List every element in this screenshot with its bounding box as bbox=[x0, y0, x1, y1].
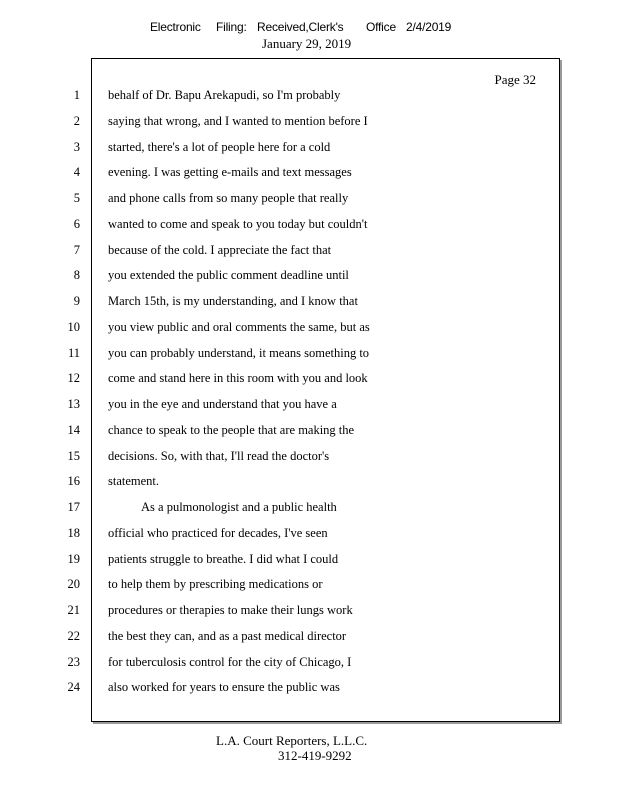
line-number: 5 bbox=[73, 191, 80, 205]
line-number: 13 bbox=[67, 397, 80, 411]
line-number: 1 bbox=[73, 88, 80, 102]
line-number: 10 bbox=[67, 319, 80, 334]
filing-label-office: Office bbox=[366, 20, 396, 34]
line-text: wanted to come and speak to you today but couldn't bbox=[108, 216, 368, 231]
line-number: 6 bbox=[73, 216, 80, 231]
transcript-line bbox=[0, 191, 618, 217]
transcript-line bbox=[0, 346, 618, 372]
court-reporter-name: L.A. Court Reporters, L.L.C. bbox=[216, 733, 368, 748]
filing-date: 2/4/2019 bbox=[406, 20, 452, 34]
transcript-line bbox=[0, 165, 618, 191]
line-text: also worked for years to ensure the public was bbox=[108, 680, 340, 695]
transcript-line bbox=[0, 268, 618, 294]
line-text: started, there's a lot of people here for a cold bbox=[108, 139, 331, 154]
transcript-line bbox=[0, 655, 618, 681]
filing-label-filing: Filing: bbox=[216, 20, 247, 34]
transcript-line bbox=[0, 423, 618, 449]
line-text: evening. I was getting e-mails and text messages bbox=[108, 165, 352, 180]
line-text: you view public and oral comments the same, but as bbox=[108, 319, 370, 334]
line-text: to help them by prescribing medications or bbox=[108, 577, 323, 592]
line-number: 7 bbox=[73, 242, 80, 257]
line-number: 8 bbox=[73, 268, 80, 283]
line-text: statement. bbox=[108, 474, 160, 489]
line-text: because of the cold. I appreciate the fact that bbox=[108, 242, 332, 257]
transcript-line bbox=[0, 500, 618, 526]
line-number: 17 bbox=[67, 500, 80, 514]
transcript-line bbox=[0, 603, 618, 629]
transcript-line bbox=[0, 88, 618, 114]
transcript-line bbox=[0, 371, 618, 397]
line-number: 11 bbox=[67, 345, 80, 360]
line-text: decisions. So, with that, I'll read the doctor's bbox=[108, 448, 330, 463]
line-number: 14 bbox=[67, 422, 80, 437]
line-text: you can probably understand, it means something to bbox=[108, 345, 370, 360]
transcript-line bbox=[0, 552, 618, 578]
line-text: the best they can, and as a past medical director bbox=[108, 628, 347, 643]
transcript-line bbox=[0, 397, 618, 423]
transcript-line bbox=[0, 294, 618, 320]
transcript-line bbox=[0, 526, 618, 552]
line-text: saying that wrong, and I wanted to mention before I bbox=[108, 113, 368, 128]
line-text: patients struggle to breathe. I did what I could bbox=[108, 551, 339, 566]
hearing-date: January 29, 2019 bbox=[262, 36, 352, 51]
court-reporter-phone: 312-419-9292 bbox=[278, 748, 352, 763]
line-number: 20 bbox=[67, 577, 80, 592]
transcript-line bbox=[0, 320, 618, 346]
transcript-line bbox=[0, 243, 618, 269]
line-text: March 15th, is my understanding, and I know that bbox=[108, 294, 358, 308]
line-text: chance to speak to the people that are making the bbox=[108, 422, 355, 437]
filing-label-electronic: Electronic bbox=[150, 20, 201, 34]
line-text: official who practiced for decades, I've seen bbox=[108, 525, 328, 540]
transcript-line bbox=[0, 577, 618, 603]
transcript-line bbox=[0, 449, 618, 475]
transcript-line bbox=[0, 629, 618, 655]
line-number: 9 bbox=[73, 294, 80, 308]
transcript-line bbox=[0, 114, 618, 140]
filing-label-received: Received,Clerk's bbox=[257, 20, 344, 34]
line-text: you in the eye and understand that you have a bbox=[108, 397, 337, 411]
line-number: 24 bbox=[67, 680, 80, 695]
page-number: Page 32 bbox=[494, 72, 536, 87]
transcript-line bbox=[0, 474, 618, 500]
transcript-line bbox=[0, 680, 618, 706]
line-text: come and stand here in this room with you and look bbox=[108, 371, 368, 386]
line-number: 22 bbox=[67, 628, 80, 643]
line-number: 16 bbox=[67, 474, 80, 489]
line-text: for tuberculosis control for the city of Chicago, I bbox=[108, 654, 352, 669]
line-number: 23 bbox=[67, 654, 80, 669]
line-number: 18 bbox=[67, 525, 80, 540]
line-number: 3 bbox=[73, 139, 80, 154]
line-text: behalf of Dr. Bapu Arekapudi, so I'm probably bbox=[108, 88, 341, 102]
line-number: 15 bbox=[67, 448, 80, 463]
transcript-line bbox=[0, 140, 618, 166]
line-number: 12 bbox=[67, 371, 80, 386]
line-number: 19 bbox=[67, 551, 80, 566]
line-text: procedures or therapies to make their lungs work bbox=[108, 603, 353, 617]
line-text: and phone calls from so many people that really bbox=[108, 191, 349, 205]
line-number: 4 bbox=[73, 165, 80, 180]
line-number: 2 bbox=[73, 113, 80, 128]
line-text: you extended the public comment deadline until bbox=[108, 268, 349, 283]
line-number: 21 bbox=[67, 603, 80, 617]
line-text: As a pulmonologist and a public health bbox=[141, 500, 337, 514]
transcript-line bbox=[0, 217, 618, 243]
